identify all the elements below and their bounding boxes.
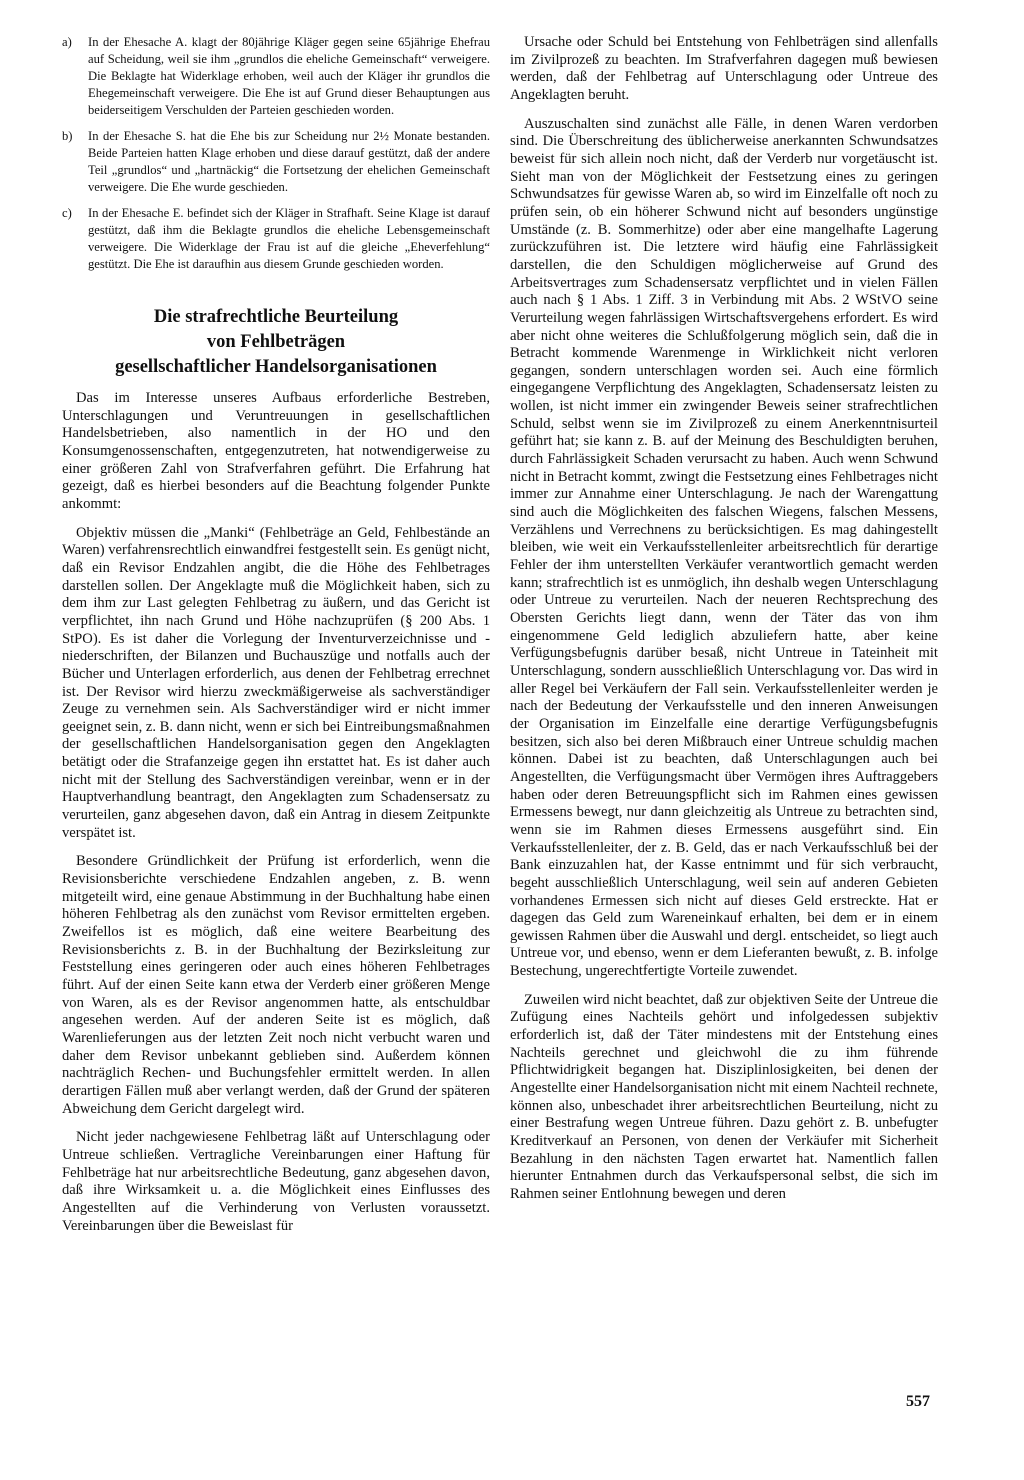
case-notes	[62, 34, 490, 273]
paragraph: Ursache oder Schuld bei Entstehung von Fehlbeträgen sind allenfalls im Zivilprozeß zu beachten. Im Strafverfahren dagegen muß bewiesen werden, daß der Fehlbetrag auf Unterschlagung oder Untreue des Angeklagten beruht.	[510, 34, 938, 103]
paragraph: Zuweilen wird nicht beachtet, daß zur objektiven Seite der Untreue die Zufügung eines Nachteils gehört und infolgedessen subjektiv erforderlich ist, daß der Täter mindestens mit der Entstehung eines Nachteils gerechnet und gleichwohl die zu ihm führende Pflichtwidrigkeit begangen hat. Disziplinlosigkeiten, bei denen der Angestellte einer Handelsorganisation nicht mit einem Nachteil rechnete, können also, unbeschadet ihrer arbeitsrechtlichen Beurteilung, nicht zu einer Bestrafung wegen Untreue führen. Dazu gehört z. B. unbefugter Kreditverkauf an Personen, von denen der Verkäufer mit Sicherheit Bezahlung in den nächsten Tagen erwartet hat. Namentlich fallen hierunter Entnahmen durch das Verkaufspersonal selbst, die sich im Rahmen seiner Entlohnung bewegen und deren	[510, 991, 938, 1202]
heading-line: von Fehlbeträgen	[206, 332, 346, 352]
paragraph: Nicht jeder nachgewiesene Fehlbetrag läßt auf Unterschlagung oder Untreue schließen. Vertragliche Vereinbarungen einer Haftung für Fehlbeträge hat nur arbeitsrechtliche Bedeutung, ganz abgesehen davon, daß ihre Wirksamkeit u. a. die Möglichkeit eines Einflusses des Angestellten auf die Verhinderung von Verlusten voraussetzt. Vereinbarungen über die Beweislast für	[62, 1129, 490, 1234]
left-column	[62, 34, 490, 1246]
heading-line: Die strafrechtliche Beurteilung	[153, 307, 399, 327]
note-text: In der Ehesache E. befindet sich der Kläger in Strafhaft. Seine Klage ist darauf gestützt, daß ihm die Beklagte grundlos die eheliche Lebensgemeinschaft verweigere. Die Widerklage der Frau ist auf die gleiche „Eheverfehlung“ gestützt. Die Ehe ist daraufhin aus diesem Grunde geschieden worden.	[88, 206, 490, 271]
right-column	[510, 34, 938, 1215]
paragraph: Auszuschalten sind zunächst alle Fälle, in denen Waren verdorben sind. Die Überschreitung des üblicherweise anerkannten Schwundsatzes beweist für sich allein noch nicht, daß der Verderb nur vorgetäuscht ist. Sieht man von der Möglichkeit der Festsetzung eines zu geringen Schwundsatzes für gewisse Waren ab, so wird im Einzelfalle oft noch zu prüfen sein, ob ein höherer Schwund nicht auf besonders ungünstige Umstände (z. B. Sommerhitze) oder aber eine mangelhafte Lagerung zurückzuführen ist. Die letztere wird häufig eine Fahrlässigkeit darstellen, die den Schuldigen möglicherweise auf Grund des Arbeitsvertrages zum Schadensersatz verpflichtet und in vielen Fällen auch nach § 1 Abs. 1 Ziff. 3 in Verbindung mit Abs. 2 WStVO seine Verurteilung wegen fahrlässigen Wirtschaftsvergehens erfordert. Es wird aber nicht ohne weiteres die Schlußfolgerung möglich sein, daß die in Betracht kommende Warenmenge in Wirklichkeit nicht verloren gegangen, sondern unterschlagen worden sei. Auch eine förmlich eingegangene Verpflichtung des Angeklagten, Schadensersatz leisten zu wollen, ist nicht immer ein zwingender Beweis seiner strafrechtlichen Schuld, selbst wenn sie im Zivilprozeß zu einem Anerkenntnisurteil geführt hat; sie kann z. B. auf der Meinung des Beschuldigten beruhen, durch Fahrlässigkeit Schaden verursacht zu haben. Auch wenn Schwund nicht in Betracht kommt, zwingt die Festsetzung eines Fehlbetrages nicht immer zur Annahme einer Unterschlagung. Je nach der Warengattung sind auch die Möglichkeiten des falschen Wiegens, falschen Messens, Verzählens und Verrechnens zu berücksichtigen. Es mag dahingestellt bleiben, wie weit ein Verkaufsstellenleiter arbeitsrechtlich für derartige Fehler der ihm unterstellten Verkäufer verantwortlich gemacht werden kann; strafrechtlich ist es unmöglich, ihn deshalb wegen Unterschlagung oder Untreue zu verurteilen. Nach der neueren Rechtsprechung des Obersten Gerichts liegt dann, wenn der Täter das von ihm eingenommene Geld lediglich abzuliefern hatte, aber keine Verfügungsbefugnis darüber besaß, nicht Untreue in Tateinheit mit Unterschlagung, sondern ausschließlich Unterschlagung vor. Das wird in aller Regel bei Verkäufern der Fall sein. Verkaufsstellenleiter werden je nach der Bedeutung der Verkaufsstelle und den inneren Anweisungen der Organisation im Einzelfalle eine derartige Verfügungsbefugnis besitzen, sich also bei deren Mißbrauch einer Untreue schuldig machen können. Dabei ist zu beachten, daß Unterschlagungen auch bei Angestellten, die Verfügungsmacht über Vermögen ihres Auftraggebers haben oder deren Betreuungspflicht sich im Rahmen eines gewissen Ermessens bewegt, nur dann gleichzeitig als Untreue zu betrachten sind, wenn sie im Rahmen dieses Ermessens ausgeführt sind. Ein Verkaufsstellenleiter, der z. B. Geld, das er nach Verkaufsschluß bei der Bank einzuzahlen hat, der Kasse entnimmt und für sich verbraucht, begeht ausschließlich Unterschlagung, weil sein auf anderen Gebieten vorhandenes Ermessen sich nicht auf dieses Geld erstreckte. Hat er dagegen das Geld zum Wareneinkauf erhalten, bei dem er in einem gewissen Rahmen über die Auswahl und dergl. entscheidet, so liegt auch Untreue vor, und ebenso, wenn er dem Lieferanten bewußt, z. B. infolge Bestechung, ungerechtfertigte Vorteile zuwendet.	[510, 115, 938, 980]
note-label: c)	[62, 206, 72, 220]
paragraph: Besondere Gründlichkeit der Prüfung ist erforderlich, wenn die Revisionsberichte verschiedene Endzahlen angeben, z. B. wenn mitgeteilt wird, eine genaue Abstimmung in der Buchhaltung habe einen höheren Fehlbetrag als den zunächst vom Revisor ermittelten ergeben. Zweifellos ist es möglich, daß eine weitere Bearbeitung des Revisionsberichts z. B. in der Buchhaltung der Bezirksleitung zur Feststellung eines geringeren oder auch eines höheren Fehlbetrages führt. Auf der einen Seite kann etwa der Verderb einer größeren Menge von Waren, als es der Revisor angenommen hatte, als entschuldbar angesehen werden. Auf der anderen Seite ist es möglich, daß Warenlieferungen aus der letzten Zeit noch nicht verbucht waren und daher dem Revisor unbekannt geblieben sind. Außerdem können nachträglich Rechen- und Buchungsfehler ermittelt werden. In allen derartigen Fällen muß aber verlangt werden, daß der Grund der späteren Abweichung dem Gericht dargelegt wird.	[62, 853, 490, 1117]
heading-line: gesellschaftlicher Handelsorganisationen	[115, 357, 437, 377]
note-text: In der Ehesache A. klagt der 80jährige Kläger gegen seine 65jährige Ehefrau auf Scheidung, weil sie ihm „grundlos die eheliche Gemeinschaft“ verweigere. Die Beklagte hat Widerklage erhoben, weil auch der Kläger ihr grundlos die Ehegemeinschaft verweigere. Die Ehe ist auf Grund dieser Behauptungen aus beiderseitigem Verschulden der Parteien geschieden worden.	[88, 35, 490, 117]
article-heading	[62, 305, 490, 380]
case-note-b	[62, 128, 490, 196]
paragraph: Das im Interesse unseres Aufbaus erforderliche Bestreben, Unterschlagungen und Veruntreuungen in gesellschaftlichen Handelsbetrieben, also namentlich in der HO und den Konsumgenossenschaften, entgegenzutreten, hat notwendigerweise zu einer größeren Zahl von Strafverfahren geführt. Die Erfahrung hat gezeigt, daß es hierbei besonders auf die Beachtung folgender Punkte ankommt:	[62, 390, 490, 512]
case-note-a	[62, 34, 490, 119]
page-number: 557	[906, 1393, 930, 1410]
case-note-c	[62, 205, 490, 273]
note-label: b)	[62, 129, 73, 143]
note-text: In der Ehesache S. hat die Ehe bis zur Scheidung nur 2½ Monate bestanden. Beide Parteien hatten Klage erhoben und diese darauf gestützt, daß der andere Teil „grundlos“ und „hartnäckig“ die Fortsetzung der ehelichen Gemeinschaft verweigere. Die Ehe wurde geschieden.	[88, 129, 490, 194]
left-body	[62, 390, 490, 1235]
note-label: a)	[62, 35, 72, 49]
paragraph: Objektiv müssen die „Manki“ (Fehlbeträge an Geld, Fehlbestände an Waren) verfahrensrechtlich einwandfrei festgestellt sein. Es genügt nicht, daß ein Revisor Endzahlen angibt, die die Höhe des Fehlbetrages darstellen sollen. Der Angeklagte muß die Möglichkeit haben, sich zu dem ihm zur Last gelegten Fehlbetrag zu äußern, und das Gericht ist verpflichtet, ihn nach Grund und Höhe nachzuprüfen (§ 200 Abs. 1 StPO). Es ist daher die Vorlegung der Inventurverzeichnisse und -niederschriften, der Bilanzen und Buchauszüge und notfalls auch der Bücher und Unterlagen erforderlich, aus denen der Fehlbetrag errechnet ist. Der Revisor wird hierzu zweckmäßigerweise als sachverständiger Zeuge zu vernehmen sein. Als Sachverständiger wird er nicht immer geeignet sein, z. B. dann nicht, wenn er sich bei Eintreibungsmaßnahmen der gesellschaftlichen Handelsorganisation gegen den Angeklagten betätigt oder die Strafanzeige gegen ihn erstattet hat. Es ist daher auch nicht mit der Stellung des Sachverständigen vereinbar, wenn er in der Hauptverhandlung beantragt, den Angeklagten zum Schadensersatz zu verurteilen, ganz abgesehen davon, daß ein Antrag in diesem Zeitpunkte verspätet ist.	[62, 524, 490, 841]
